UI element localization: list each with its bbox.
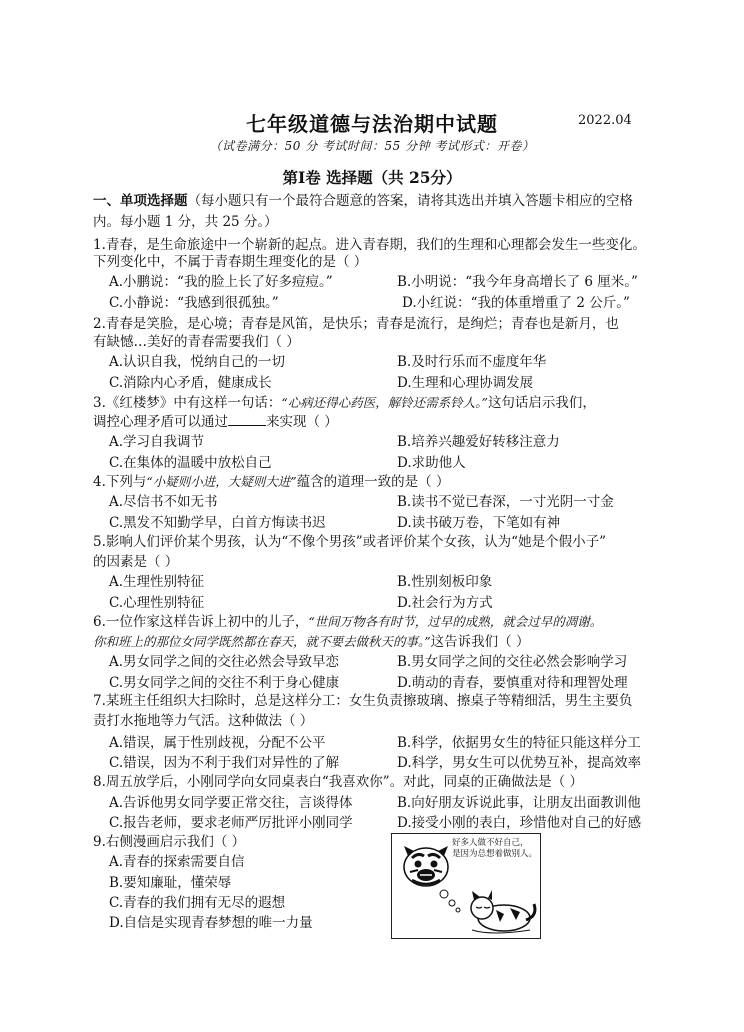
q7-stem-1: 7.某班主任组织大扫除时，总是这样分工：女生负责擦玻璃、擦桌子等精细活，男生主要负 xyxy=(93,693,633,709)
instructions-line-2: 内。每小题 1 分，共 25 分。） xyxy=(93,214,278,230)
q4-stem xyxy=(93,473,449,491)
q1-option-c: C.小静说：“我感到很孤独。” xyxy=(109,295,279,311)
q7-option-c: C.错误，因为不利于我们对异性的了解 xyxy=(109,755,340,771)
q7-stem-2: 责打水拖地等力气活。这种做法（ ） xyxy=(93,713,314,729)
comic-caption-line-1: 好多人做不好自己， xyxy=(452,838,529,848)
q8-option-a: A.告诉他男女同学要正常交往，言谈得体 xyxy=(109,795,353,811)
q9-option-d: D.自信是实现青春梦想的唯一力量 xyxy=(109,915,313,931)
fill-in-blank xyxy=(228,413,266,426)
q3-quote: “心病还得心药医，解铃还需系铃人。” xyxy=(281,395,488,410)
q3-stem-text-end: 这句话启示我们， xyxy=(487,395,596,411)
comic-caption-line-2: 是因为总想着做别人。 xyxy=(452,849,538,859)
q9-stem: 9.右侧漫画启示我们（ ） xyxy=(93,834,246,850)
q3-option-a: A.学习自我调节 xyxy=(109,434,205,450)
section-title: 第Ⅰ卷 选择题（共 25分） xyxy=(282,168,462,187)
q8-option-d: D.接受小刚的表白，珍惜他对自己的好感 xyxy=(397,815,642,831)
q3-option-c: C.在集体的温暖中放松自己 xyxy=(109,455,272,471)
q3-option-b: B.培养兴趣爱好转移注意力 xyxy=(397,434,560,450)
q2-option-d: D.生理和心理协调发展 xyxy=(397,375,534,391)
q1-option-b: B.小明说：“我今年身高增长了 6 厘米。” xyxy=(397,274,638,290)
q4-option-c: C.黑发不知勤学早，白首方悔读书迟 xyxy=(109,515,326,531)
q6-option-d: D.萌动的青春，要慎重对待和理智处理 xyxy=(397,675,628,691)
instructions-line-1 xyxy=(93,192,633,210)
q4-quote: “小疑则小进，大疑则大进” xyxy=(146,474,297,489)
q4-stem-text: 4.下列与 xyxy=(93,474,147,490)
q6-stem-2 xyxy=(93,633,529,651)
q6-option-c: C.男女同学之间的交往不利于身心健康 xyxy=(109,675,340,691)
q4-option-b: B.读书不觉已春深，一寸光阴一寸金 xyxy=(397,494,614,510)
exam-info: （试卷满分：50 分 考试时间：55 分钟 考试形式：开卷） xyxy=(209,139,535,153)
instructions-heading: 一、单项选择题 xyxy=(93,193,188,209)
page-title: 七年级道德与法治期中试题 xyxy=(246,112,498,136)
q8-stem: 8.周五放学后，小刚同学向女同桌表白“我喜欢你”。对此，同桌的正确做法是（ ） xyxy=(93,774,583,790)
q2-stem-2: 有缺憾…美好的青春需要我们（ ） xyxy=(93,334,300,350)
q1-stem-2: 下列变化中，不属于青春期生理变化的是（ ） xyxy=(93,254,368,270)
q3-stem-2-text: 调控心理矛盾可以通过 xyxy=(93,414,228,430)
q9-option-a: A.青春的探索需要自信 xyxy=(109,854,245,870)
q3-stem-text: 3.《红楼梦》中有这样一句话： xyxy=(93,395,282,411)
q6-stem-1 xyxy=(93,613,602,631)
q6-option-a: A.男女同学之间的交往必然会导致早恋 xyxy=(109,654,340,670)
q7-option-d: D.科学，男女生可以优势互补，提高效率 xyxy=(397,755,642,771)
q9-option-b: B.要知廉耻，懂荣辱 xyxy=(109,875,232,891)
q5-option-a: A.生理性别特征 xyxy=(109,574,205,590)
q1-option-a: A.小鹏说：“我的脸上长了好多痘痘。” xyxy=(109,274,333,290)
q9-option-c: C.青春的我们拥有无尽的遐想 xyxy=(109,895,286,911)
q4-option-d: D.读书破万卷，下笔如有神 xyxy=(397,515,561,531)
q6-quote-1: “世间万物各有时节，过早的成熟，就会过早的凋谢。 xyxy=(308,614,603,629)
q8-option-b: B.向好朋友诉说此事，让朋友出面教训他 xyxy=(397,795,641,811)
q7-option-a: A.错误，属于性别歧视，分配不公平 xyxy=(109,735,326,751)
q6-stem-text: 6.一位作家这样告诉上初中的儿子， xyxy=(93,614,309,630)
comic-illustration xyxy=(391,833,541,939)
comic-caption xyxy=(452,838,537,860)
q2-option-a: A.认识自我，悦纳自己的一切 xyxy=(109,354,286,370)
q8-option-c: C.报告老师，要求老师严厉批评小刚同学 xyxy=(109,815,353,831)
q5-option-c: C.心理性别特征 xyxy=(109,595,205,611)
q6-option-b: B.男女同学之间的交往必然会影响学习 xyxy=(397,654,628,670)
q4-stem-end: 蕴含的道理一致的是（ ） xyxy=(296,474,450,490)
q2-stem-1: 2.青春是笑脸，是心境；青春是风笛，是快乐；青春是流行，是绚烂；青春也是新月，也 xyxy=(93,316,619,332)
q3-stem-2 xyxy=(93,413,338,431)
q5-stem-1: 5.影响人们评价某个男孩，认为“不像个男孩”或者评价某个女孩，认为“她是个假小子” xyxy=(93,534,606,550)
q2-option-c: C.消除内心矛盾，健康成长 xyxy=(109,375,272,391)
q1-stem-1: 1.青春，是生命旅途中一个崭新的起点。进入青春期，我们的生理和心理都会发生一些变化。 xyxy=(93,237,646,253)
q5-option-d: D.社会行为方式 xyxy=(397,595,493,611)
q1-option-d: D.小红说：“我的体重增重了 2 公斤。” xyxy=(402,295,630,311)
instructions-text: （每小题只有一个最符合题意的答案，请将其选出并填入答题卡相应的空格 xyxy=(187,193,633,209)
q7-option-b: B.科学，依据男女生的特征只能这样分工 xyxy=(397,735,641,751)
exam-date: 2022.04 xyxy=(578,113,632,128)
q6-stem-end: 这告诉我们（ ） xyxy=(430,634,530,650)
q3-option-d: D.求助他人 xyxy=(397,455,466,471)
q2-option-b: B.及时行乐而不虚度年华 xyxy=(397,354,547,370)
q6-quote-2: 你和班上的那位女同学既然都在春天，就不要去做秋天的事。” xyxy=(93,634,431,649)
q3-stem-1 xyxy=(93,394,596,412)
q5-option-b: B.性别刻板印象 xyxy=(397,574,493,590)
q5-stem-2: 的因素是（ ） xyxy=(93,554,179,570)
q4-option-a: A.尽信书不如无书 xyxy=(109,494,218,510)
q3-stem-2-end: 来实现（ ） xyxy=(266,414,338,430)
